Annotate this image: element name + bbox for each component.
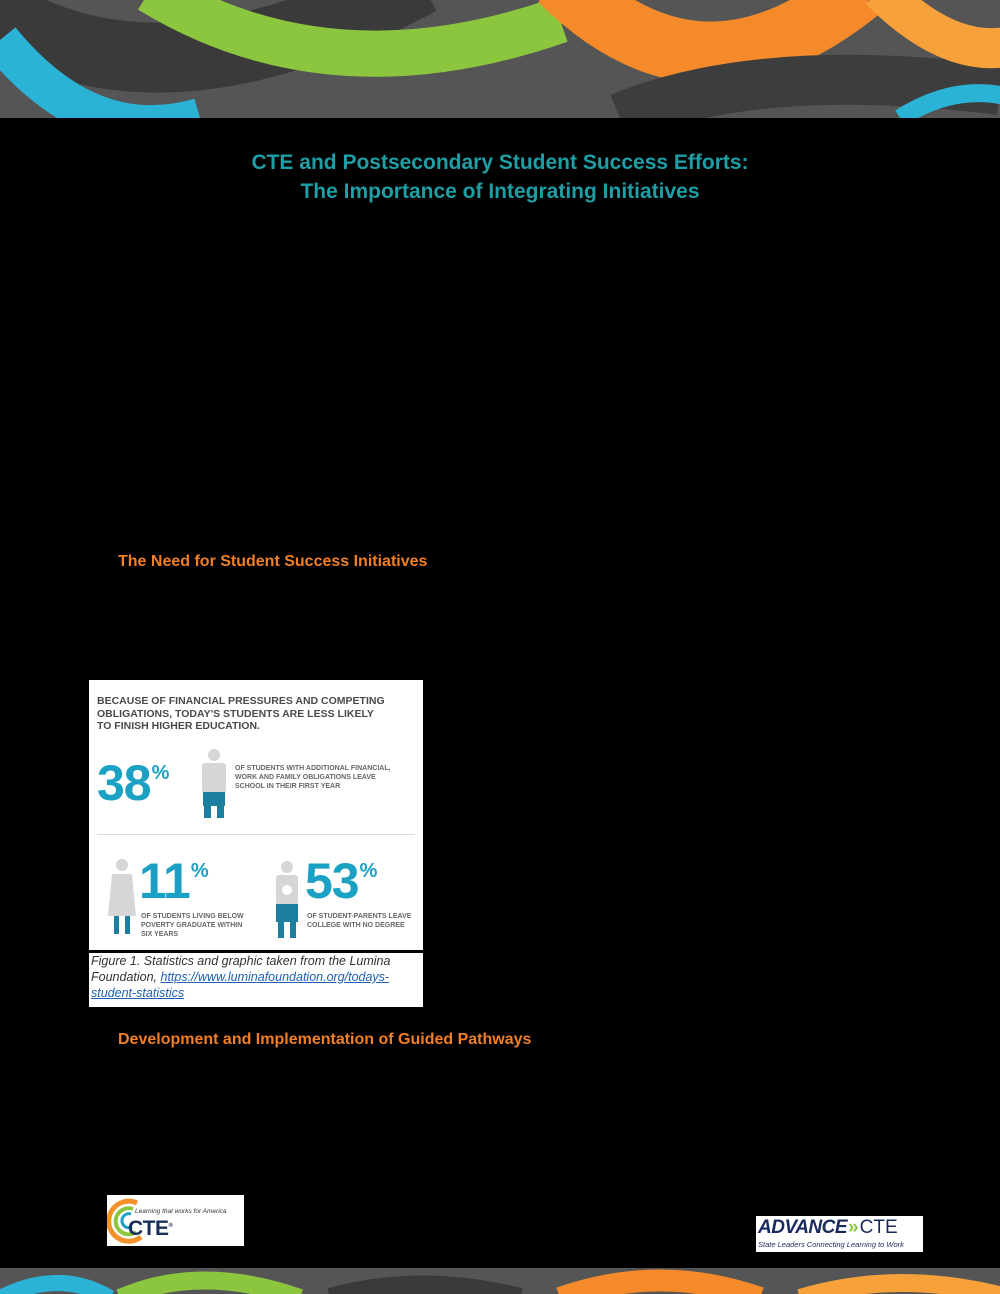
stat-text-line: WORK AND FAMILY OBLIGATIONS LEAVE (235, 774, 376, 781)
stat-value: 38 (97, 755, 151, 811)
stat-53-number (305, 853, 377, 909)
cte-logo-tagline: Learning that works for America (135, 1208, 227, 1215)
stat-text-line: OF STUDENTS LIVING BELOW (141, 913, 244, 920)
stat-text-line: COLLEGE WITH NO DEGREE (307, 922, 405, 929)
person-man-icon (199, 748, 229, 820)
advance-cte-word: CTE (859, 1217, 898, 1238)
stat-11-number (139, 853, 208, 909)
advance-cte-logo (756, 1216, 923, 1252)
caption-link[interactable]: https://www.luminafoundation.org/todays- (160, 970, 390, 984)
person-parent-icon (273, 860, 301, 944)
stat-11-description (141, 912, 244, 939)
stat-text-line: POVERTY GRADUATE WITHIN (141, 922, 243, 929)
caption-line (91, 985, 423, 1001)
stat-percent: % (151, 762, 169, 784)
infographic-figure (89, 680, 423, 950)
stat-percent: % (190, 860, 208, 882)
advance-cte-wordmark (758, 1217, 898, 1239)
figure-caption (89, 953, 423, 1007)
caption-text: Foundation, (91, 970, 161, 984)
header-banner (0, 0, 1000, 118)
stat-38-number (97, 755, 169, 811)
cte-logo-wordmark: CTE (128, 1217, 169, 1240)
stat-53-description (307, 912, 411, 930)
section-heading-need: The Need for Student Success Initiatives (118, 553, 428, 570)
stat-percent: % (359, 860, 377, 882)
caption-line (91, 969, 423, 985)
infographic-heading-line: TO FINISH HIGHER EDUCATION. (97, 720, 260, 732)
cte-logo-name (128, 1217, 172, 1241)
stat-value: 53 (305, 853, 359, 909)
document-title (0, 148, 1000, 206)
stat-text-line: OF STUDENT-PARENTS LEAVE (307, 913, 412, 920)
advance-word: ADVANCE (758, 1217, 848, 1238)
infographic-heading-line: OBLIGATIONS, TODAY'S STUDENTS ARE LESS LIKELY (97, 707, 374, 720)
footer-banner (0, 1268, 1000, 1294)
person-woman-icon (107, 858, 137, 942)
cte-logo (107, 1195, 244, 1246)
stat-38-description (235, 764, 391, 791)
double-chevron-icon: » (848, 1217, 859, 1238)
infographic-divider (97, 834, 415, 835)
title-line-2: The Importance of Integrating Initiatives (300, 180, 700, 203)
caption-line: Figure 1. Statistics and graphic taken from the Lumina (91, 954, 391, 968)
cte-logo-registered: ® (168, 1223, 173, 1229)
stat-text-line: SCHOOL IN THEIR FIRST YEAR (235, 783, 341, 790)
stat-text-line: SIX YEARS (141, 931, 179, 938)
advance-cte-subtitle: State Leaders Connecting Learning to Work (758, 1240, 904, 1249)
section-heading-pathways: Development and Implementation of Guided Pathways (118, 1031, 532, 1048)
stat-text-line: OF STUDENTS WITH ADDITIONAL FINANCIAL, (235, 765, 391, 772)
infographic-heading-line: BECAUSE OF FINANCIAL PRESSURES AND COMPETING (97, 695, 385, 707)
stat-value: 11 (139, 853, 190, 909)
title-line-1: CTE and Postsecondary Student Success Efforts: (251, 151, 749, 174)
infographic-heading (97, 695, 407, 733)
caption-link-continued[interactable]: student-statistics (91, 986, 185, 1000)
